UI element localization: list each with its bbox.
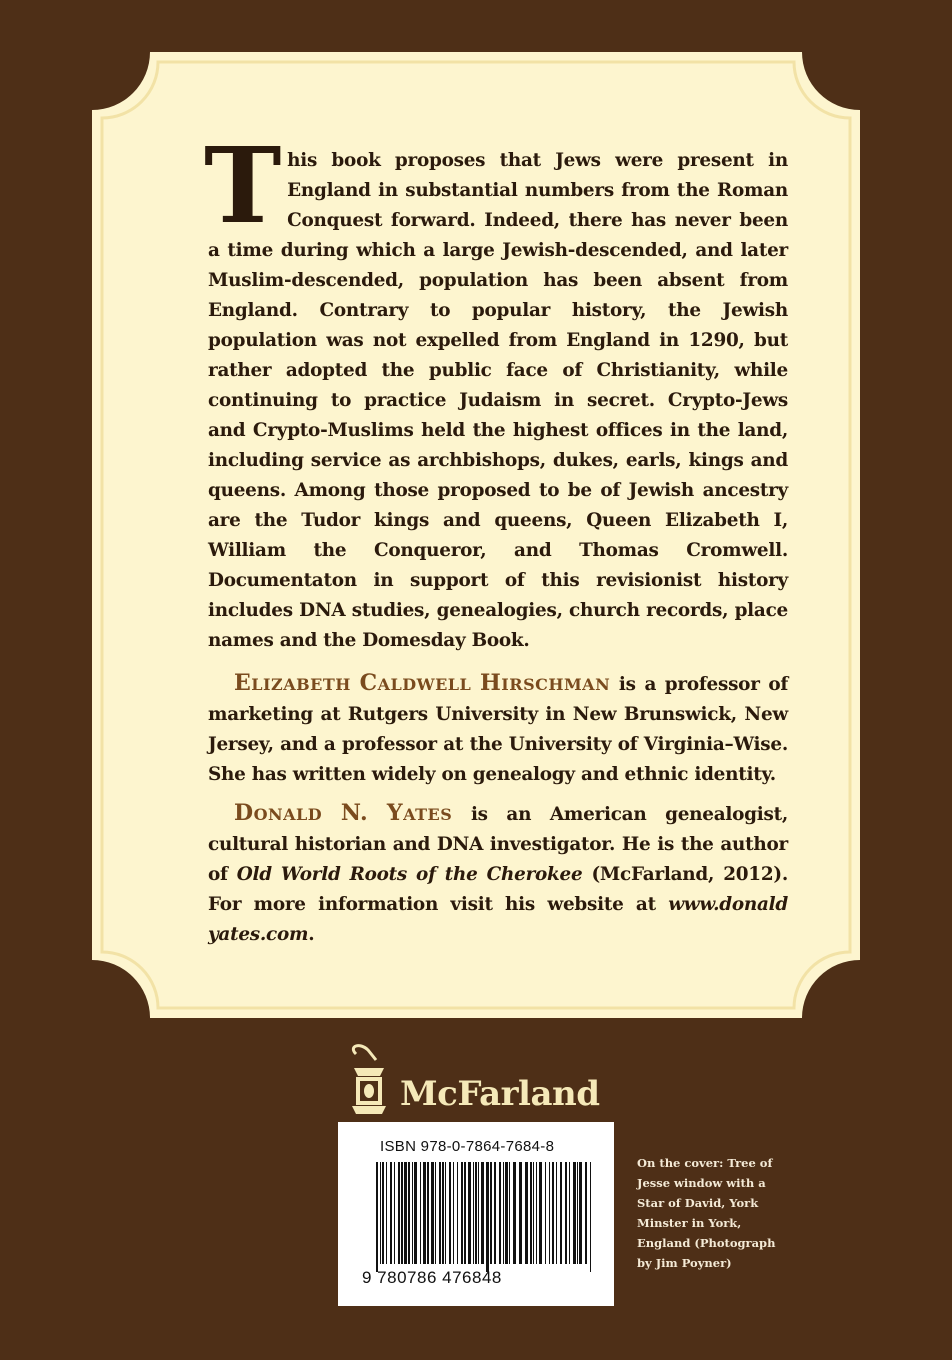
author-bio-hirschman	[208, 668, 788, 790]
author-bio-yates: DONALD N. YATES is an American genealogist, cultural historian and DNA investigator. He is the author of Old World Roots of the Cherokee (McFarland, 2012). For more information visit his website at www.donald yates.com.	[208, 800, 788, 945]
bio-text-yates-2: (McFarland, 2012). For more information visit his website at	[208, 864, 788, 915]
isbn-digits: 9 780786 476848	[362, 1268, 502, 1287]
book-title: Old World Roots of the Cherokee	[236, 864, 583, 885]
publisher-name: McFarland	[400, 1074, 600, 1114]
lantern-icon	[342, 1044, 396, 1116]
book-description	[204, 124, 788, 656]
bio-text-yates-1: is an American genealogist, cultural historian and DNA investigator. He is the author of	[208, 804, 788, 885]
author-name-yates: DONALD N. YATES	[234, 800, 453, 826]
back-cover-copy	[204, 124, 789, 950]
website-link[interactable]: www.donald yates.com	[208, 894, 788, 945]
bio-text-hirschman: is a professor of marketing at Rutgers University in New Brunswick, New Jersey, and a professor at the University of Virginia–Wise. She has written widely on genealogy and ethnic identity.	[208, 674, 789, 785]
author-name-hirschman: ELIZABETH CALDWELL HIRSCHMAN	[234, 670, 611, 696]
isbn-barcode	[338, 1122, 614, 1306]
isbn-label: ISBN 978-0-7864-7684-8	[380, 1138, 555, 1155]
drop-cap: T	[204, 124, 282, 247]
description-text: his book proposes that Jews were present in England in substantial numbers from the Roman Conquest forward. Indeed, there has never been a time during which a large Jewish-descended, and later Muslim-descended, population has been absent from England. Contrary to popular history, the Jewish population was not expelled from England in 1290, but rather adopted the public face of Christianity, while continuing to practice Judaism in secret. Crypto-Jews and Crypto-Muslims held the highest offices in the land, including service as archbishops, dukes, earls, kings and queens. Among those proposed to be of Jewish ancestry are the Tudor kings and queens, Queen Elizabeth I, William the Conqueror, and Thomas Cromwell. Documentaton in support of this revisionist history includes DNA studies, genealogies, church records, place names and the Domesday Book.	[208, 150, 788, 651]
cover-caption: On the cover: Tree of Jesse window with a Star of David, York Minster in York, England (Photograph by Jim Poyner)	[637, 1156, 776, 1270]
